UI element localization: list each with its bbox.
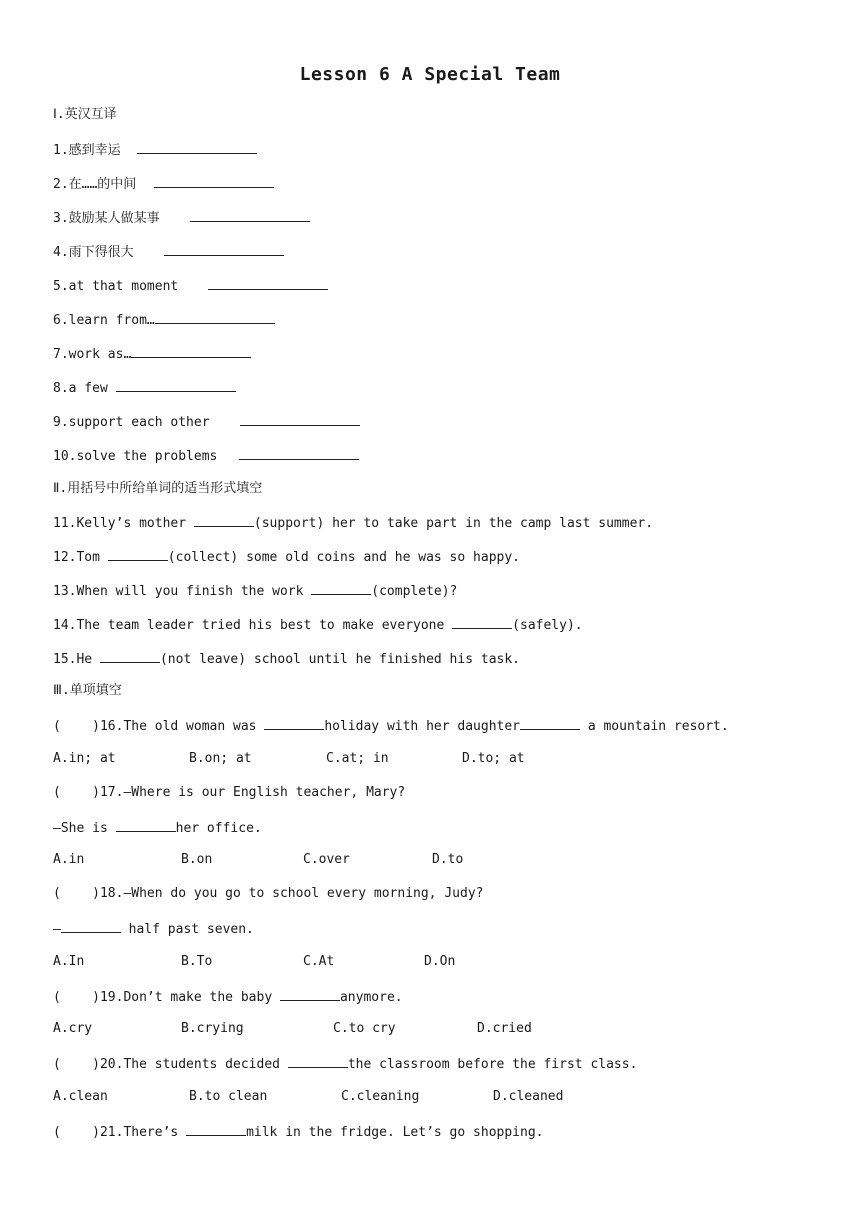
option-a[interactable]: A.clean xyxy=(53,1089,108,1104)
answer-blank[interactable] xyxy=(264,716,324,730)
answer-blank[interactable] xyxy=(311,581,371,595)
question-15: 15.He (not leave) school until he finished his task. xyxy=(53,649,520,669)
question-5: 5.at that moment xyxy=(53,276,328,296)
answer-blank[interactable] xyxy=(155,310,275,324)
question-2: 2.在……的中间 xyxy=(53,174,274,194)
option-b[interactable]: B.crying xyxy=(181,1021,244,1036)
question-9: 9.support each other xyxy=(53,412,360,432)
options-17 xyxy=(53,851,463,869)
answer-blank[interactable] xyxy=(108,547,168,561)
section-3-heading: Ⅲ.单项填空 xyxy=(53,683,122,698)
option-c[interactable]: C.cleaning xyxy=(341,1089,420,1104)
option-b[interactable]: B.on; at xyxy=(189,751,252,766)
option-a[interactable]: A.cry xyxy=(53,1021,93,1036)
option-a[interactable]: A.in xyxy=(53,852,85,867)
option-d[interactable]: D.On xyxy=(424,954,456,969)
answer-blank[interactable] xyxy=(239,446,359,460)
question-8: 8.a few xyxy=(53,378,236,398)
option-c[interactable]: C.At xyxy=(303,954,335,969)
answer-blank[interactable] xyxy=(240,412,360,426)
answer-blank[interactable] xyxy=(186,1122,246,1136)
answer-blank[interactable] xyxy=(288,1054,348,1068)
option-c[interactable]: C.at; in xyxy=(326,751,389,766)
answer-blank[interactable] xyxy=(154,174,274,188)
question-6: 6.learn from… xyxy=(53,310,275,330)
answer-blank[interactable] xyxy=(280,987,340,1001)
answer-blank[interactable] xyxy=(116,378,236,392)
option-d[interactable]: D.cried xyxy=(477,1021,532,1036)
question-17-stem: ( )17.—Where is our English teacher, Mary? xyxy=(53,785,406,800)
question-16: ( )16.The old woman was holiday with her daughter a mountain resort. xyxy=(53,716,729,736)
answer-blank[interactable] xyxy=(137,140,257,154)
section-1-heading: Ⅰ.英汉互译 xyxy=(53,107,117,122)
options-19 xyxy=(53,1020,532,1038)
option-d[interactable]: D.cleaned xyxy=(493,1089,564,1104)
question-18-answer-line: — half past seven. xyxy=(53,919,254,939)
answer-blank[interactable] xyxy=(61,919,121,933)
answer-blank[interactable] xyxy=(190,208,310,222)
question-11: 11.Kelly’s mother (support) her to take part in the camp last summer. xyxy=(53,513,653,533)
option-b[interactable]: B.to clean xyxy=(189,1089,268,1104)
question-21: ( )21.There’s milk in the fridge. Let’s go shopping. xyxy=(53,1122,543,1142)
answer-blank[interactable] xyxy=(100,649,160,663)
question-4: 4.雨下得很大 xyxy=(53,242,284,262)
question-19: ( )19.Don’t make the baby anymore. xyxy=(53,987,403,1007)
answer-blank[interactable] xyxy=(452,615,512,629)
option-b[interactable]: B.To xyxy=(181,954,213,969)
option-d[interactable]: D.to; at xyxy=(462,751,525,766)
question-13: 13.When will you finish the work (complete)? xyxy=(53,581,457,601)
answer-blank[interactable] xyxy=(194,513,254,527)
answer-blank[interactable] xyxy=(208,276,328,290)
options-20 xyxy=(53,1088,563,1106)
answer-blank[interactable] xyxy=(131,344,251,358)
question-18-stem: ( )18.—When do you go to school every morning, Judy? xyxy=(53,886,484,901)
answer-blank[interactable] xyxy=(520,716,580,730)
answer-blank[interactable] xyxy=(116,818,176,832)
section-2-heading: Ⅱ.用括号中所给单词的适当形式填空 xyxy=(53,481,263,496)
question-1: 1.感到幸运 xyxy=(53,140,257,160)
question-17-answer-line: —She is her office. xyxy=(53,818,262,838)
option-c[interactable]: C.over xyxy=(303,852,350,867)
page-title: Lesson 6 A Special Team xyxy=(299,64,561,85)
options-18 xyxy=(53,953,455,971)
options-16 xyxy=(53,750,525,768)
option-a[interactable]: A.in; at xyxy=(53,751,116,766)
question-14: 14.The team leader tried his best to make everyone (safely). xyxy=(53,615,583,635)
question-10: 10.solve the problems xyxy=(53,446,359,466)
question-7: 7.work as… xyxy=(53,344,251,364)
option-d[interactable]: D.to xyxy=(432,852,464,867)
question-20: ( )20.The students decided the classroom before the first class. xyxy=(53,1054,637,1074)
option-a[interactable]: A.In xyxy=(53,954,85,969)
question-3: 3.鼓励某人做某事 xyxy=(53,208,310,228)
answer-blank[interactable] xyxy=(164,242,284,256)
option-c[interactable]: C.to cry xyxy=(333,1021,396,1036)
question-12: 12.Tom (collect) some old coins and he was so happy. xyxy=(53,547,520,567)
option-b[interactable]: B.on xyxy=(181,852,213,867)
